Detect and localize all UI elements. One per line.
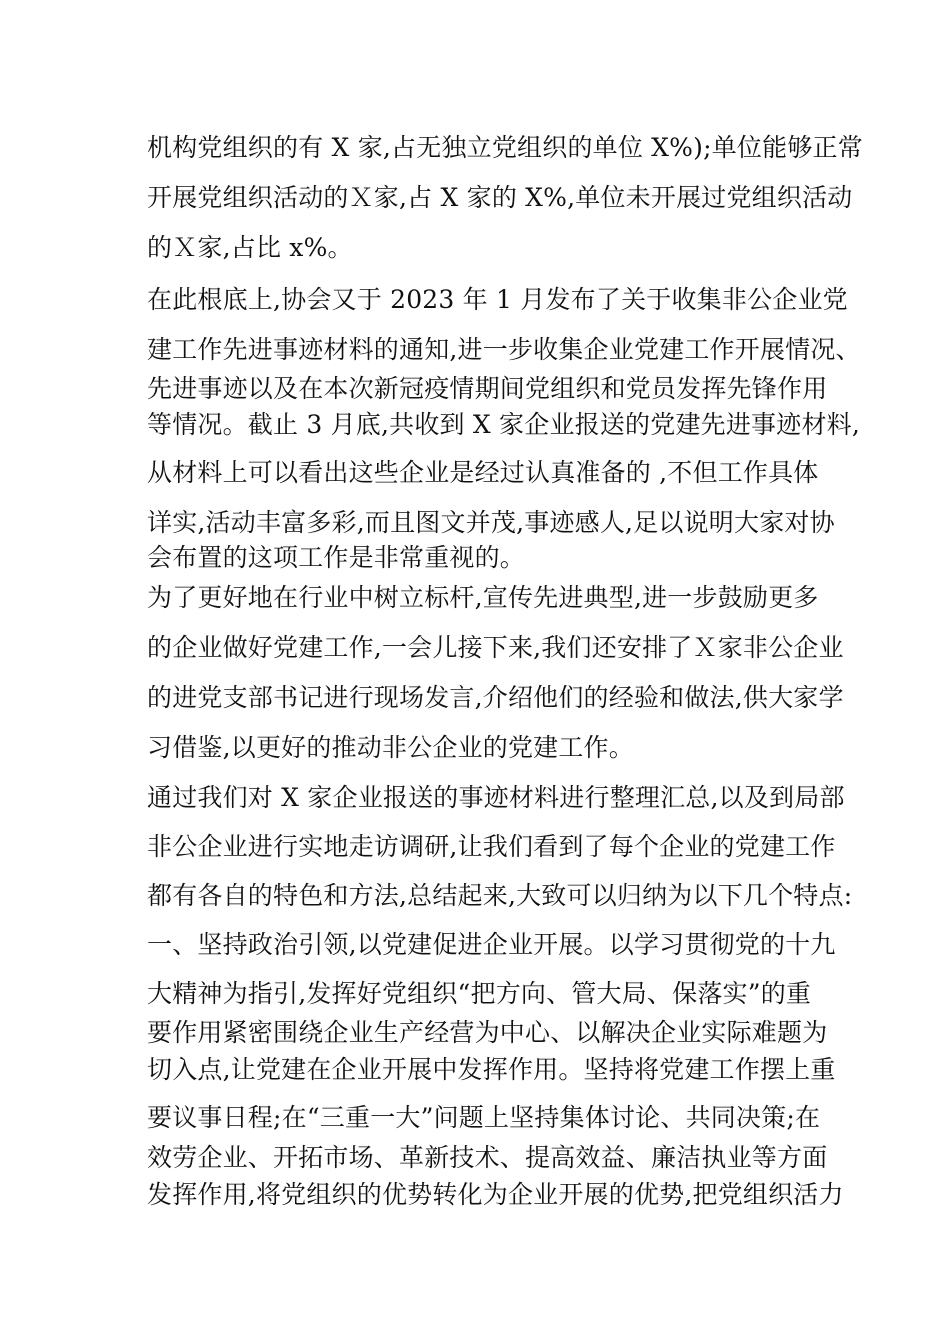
text-line: 的Ｘ家,占比 x%。 <box>147 233 353 262</box>
text-line: 等情况。截止 3 月底,共收到 X 家企业报送的党建先进事迹材料, <box>147 410 860 439</box>
text-line: 要作用紧密围绕企业生产经营为中心、以解决企业实际难题为 <box>147 1018 828 1047</box>
text-line: 先进事迹以及在本次新冠疫情期间党组织和党员发挥先锋作用 <box>147 374 828 403</box>
text-line: 建工作先进事迹材料的通知,进一步收集企业党建工作开展情况、 <box>147 335 861 364</box>
text-line: 切入点,让党建在企业开展中发挥作用。坚持将党建工作摆上重 <box>147 1055 836 1084</box>
text-line: 会布置的这项工作是非常重视的。 <box>147 543 526 572</box>
text-line: 习借鉴,以更好的推动非公企业的党建工作。 <box>147 733 634 762</box>
text-line: 的企业做好党建工作,一会儿接下来,我们还安排了Ｘ家非公企业 <box>147 633 844 662</box>
text-line: 开展党组织活动的Ｘ家,占 X 家的 X%,单位未开展过党组织活动 <box>147 183 853 212</box>
text-line: 通过我们对 X 家企业报送的事迹材料进行整理汇总,以及到局部 <box>147 783 845 812</box>
text-line: 的进党支部书记进行现场发言,介绍他们的经验和做法,供大家学 <box>147 683 844 712</box>
text-line: 详实,活动丰富多彩,而且图文并茂,事迹感人,足以说明大家对协 <box>147 508 835 537</box>
text-line: 为了更好地在行业中树立标杆,宣传先进典型,进一步鼓励更多 <box>147 583 819 612</box>
text-line: 非公企业进行实地走访调研,让我们看到了每个企业的党建工作 <box>147 832 836 861</box>
text-line: 发挥作用,将党组织的优势转化为企业开展的优势,把党组织活力 <box>147 1180 844 1209</box>
text-line: 机构党组织的有 X 家,占无独立党组织的单位 X%);单位能够正常 <box>147 133 863 162</box>
text-line: 从材料上可以看出这些企业是经过认真准备的 ,不但工作具体 <box>147 458 819 487</box>
text-line: 要议事日程;在“三重一大”问题上坚持集体讨论、共同决策;在 <box>147 1103 821 1132</box>
text-line: 一、坚持政治引领,以党建促进企业开展。以学习贯彻党的十九 <box>147 930 836 959</box>
text-line: 效劳企业、开拓市场、革新技术、提高效益、廉洁执业等方面 <box>147 1143 828 1172</box>
text-line: 在此根底上,协会又于 2023 年 1 月发布了关于收集非公企业党 <box>147 285 848 314</box>
text-line: 都有各自的特色和方法,总结起来,大致可以归纳为以下几个特点: <box>147 881 853 910</box>
text-line: 大精神为指引,发挥好党组织“把方向、管大局、保落实”的重 <box>147 979 812 1008</box>
